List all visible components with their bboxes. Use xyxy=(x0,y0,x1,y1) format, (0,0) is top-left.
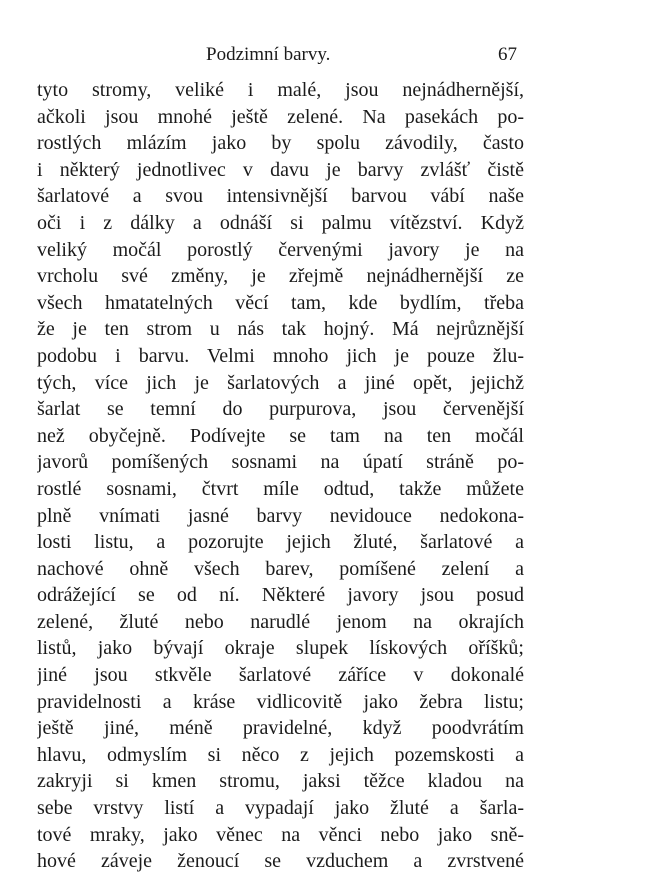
text-line: odrážející se od ní. Některé javory jsou posud xyxy=(37,584,524,607)
text-line: tyto stromy, veliké i malé, jsou nejnádhernější, xyxy=(37,79,524,101)
text-line: tové mraky, jako věnec na věnci nebo jako sně- xyxy=(37,823,524,846)
running-title: Podzimní barvy. xyxy=(206,44,331,65)
text-line: zakryji si kmen stromu, jaksi těžce kladou na xyxy=(37,770,524,793)
text-line: plně vnímati jasné barvy nevidouce nedokona- xyxy=(37,504,524,527)
text-line: rostlých mlázím jako by spolu závodily, často xyxy=(37,132,524,155)
text-line: losti listu, a pozorujte jejich žluté, šarlatové a xyxy=(37,531,524,554)
text-line: ačkoli jsou mnohé ještě zelené. Na pasekách po- xyxy=(37,105,524,128)
body-text xyxy=(37,77,524,875)
text-line: jiné jsou stkvěle šarlatové záříce v dokonalé xyxy=(37,664,524,687)
text-line: vrcholu své změny, je zřejmě nejnádhernější ze xyxy=(37,265,524,288)
text-line: veliký močál porostlý červenými javory je na xyxy=(37,238,524,261)
text-line: pravidelnosti a kráse vidlicovitě jako žebra listu; xyxy=(37,690,524,713)
text-line: tých, více jich je šarlatových a jiné opět, jejichž xyxy=(37,371,524,394)
page-number: 67 xyxy=(498,44,517,65)
text-line: ještě jiné, méně pravidelné, když poodvrátím xyxy=(37,717,524,740)
text-line: hové záveje ženoucí se vzduchem a zvrstvené xyxy=(37,850,524,873)
text-line: šarlat se temní do purpurova, jsou červenější xyxy=(37,398,524,421)
text-line: listů, jako bývají okraje slupek lískových oříšků; xyxy=(37,637,524,660)
text-line: i některý jednotlivec v davu je barvy zvlášť čistě xyxy=(37,158,524,181)
text-line: rostlé sosnami, čtvrt míle odtud, takže můžete xyxy=(37,477,524,500)
text-line: hlavu, odmyslím si něco z jejich pozemskosti a xyxy=(37,743,524,766)
text-line: než obyčejně. Podívejte se tam na ten močál xyxy=(37,424,524,447)
text-line: šarlatové a svou intensivnější barvou vábí naše xyxy=(37,185,524,208)
text-line: zelené, žluté nebo narudlé jenom na okrajích xyxy=(37,610,524,633)
text-line: oči i z dálky a odnáší si palmu vítězství. Když xyxy=(37,211,524,234)
text-line: že je ten strom u nás tak hojný. Má nejrůznější xyxy=(37,318,524,341)
text-line: nachové ohně všech barev, pomíšené zelení a xyxy=(37,557,524,580)
text-line: všech hmatatelných věcí tam, kde bydlím, třeba xyxy=(37,291,524,314)
text-line: sebe vrstvy listí a vypadají jako žluté a šarla- xyxy=(37,797,524,820)
text-line: javorů pomíšených sosnami na úpatí stráně po- xyxy=(37,451,524,474)
text-line: podobu i barvu. Velmi mnoho jich je pouze žlu- xyxy=(37,344,524,367)
